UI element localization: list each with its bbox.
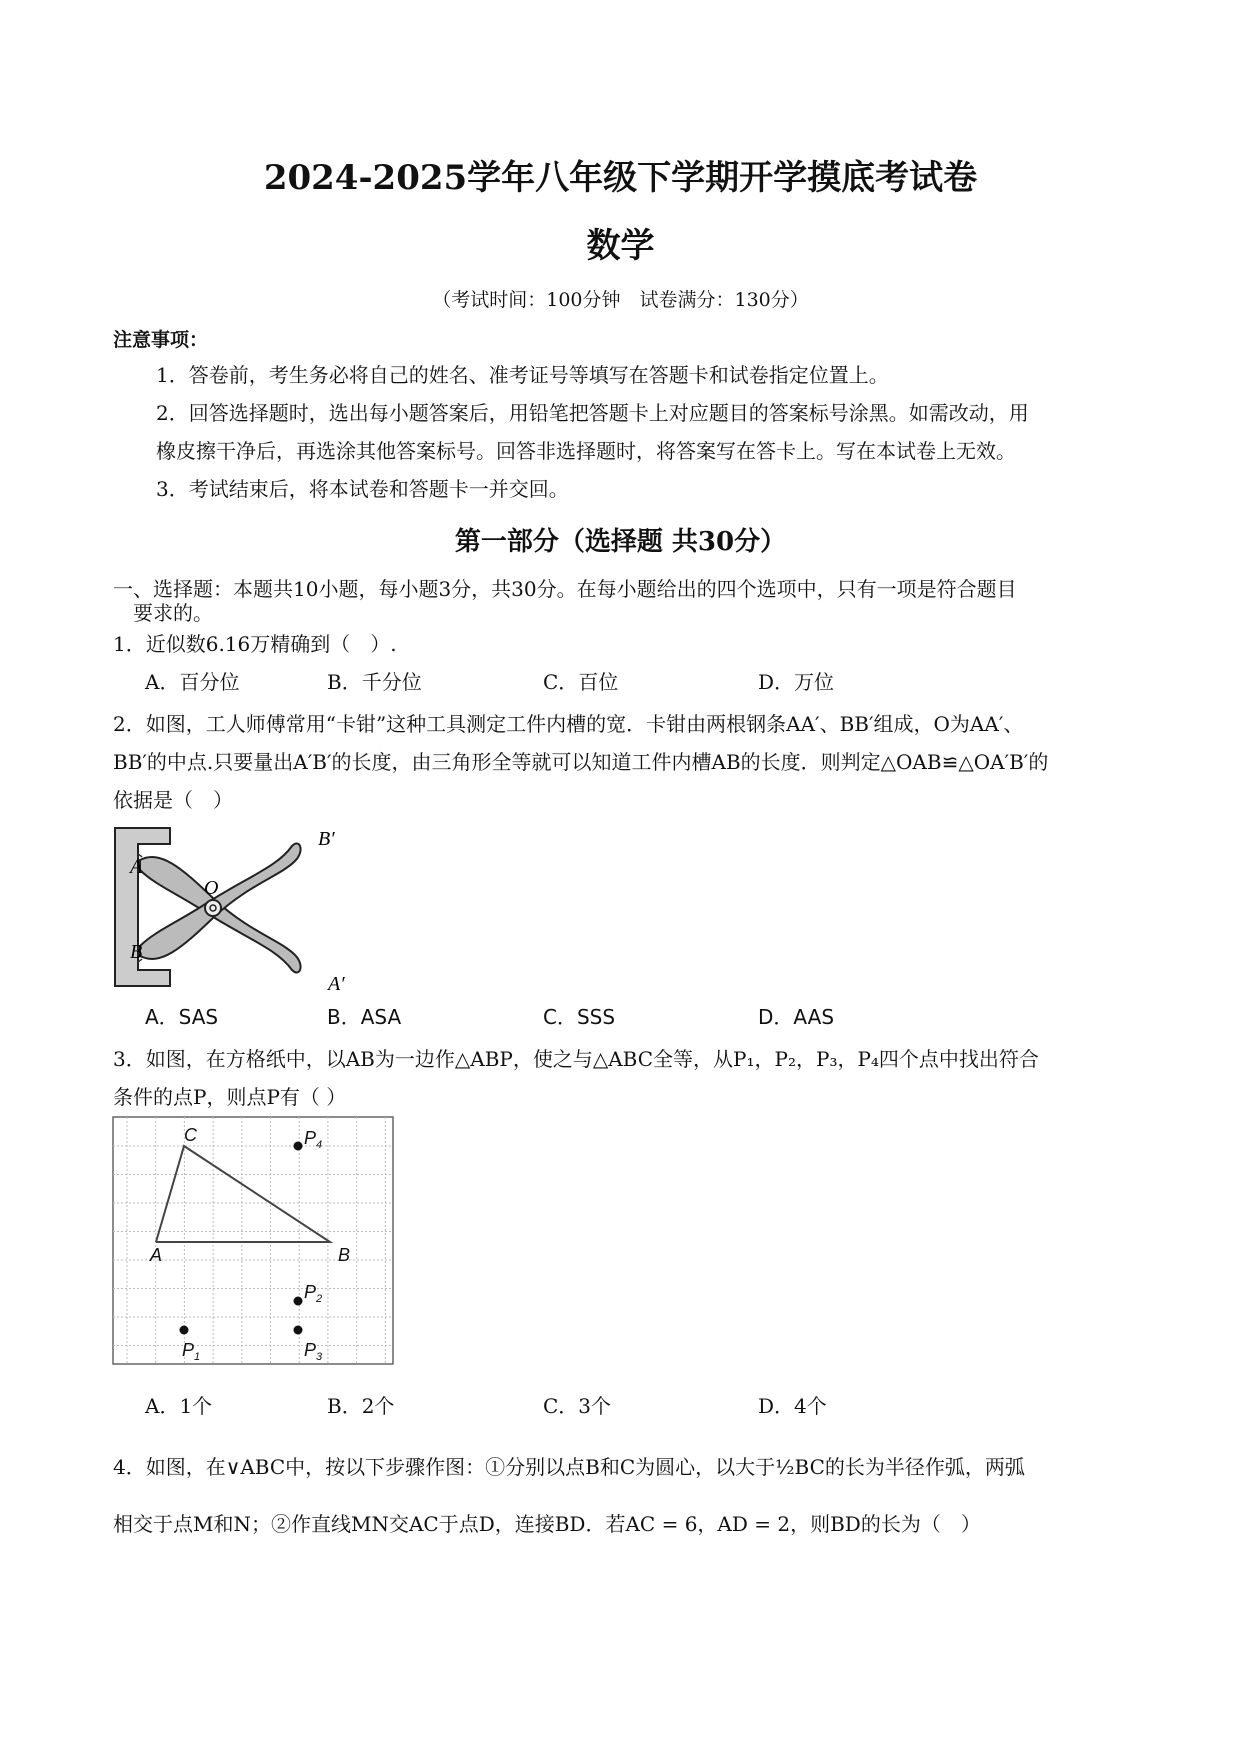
q1-option-c: C．百位 (543, 670, 619, 694)
grid-label-c: C (184, 1125, 197, 1145)
q3-option-d: D．4个 (758, 1394, 827, 1418)
q4-line-1: 4．如图，在∨ABC中，按以下步骤作图：①分别以点B和C为圆心，以大于½BC的长为半径作弧，两弧 (113, 1455, 1025, 1479)
fig-label-a: A (130, 856, 143, 878)
grid-label-p1: P (182, 1340, 195, 1360)
grid-label-b: B (338, 1245, 351, 1265)
q1-option-b: B．千分位 (327, 670, 422, 694)
q1-option-a: A．百分位 (145, 670, 240, 694)
grid-label-p3-sub: 3 (316, 1351, 323, 1363)
q2-option-b: B．ASA (327, 1005, 402, 1029)
notice-item-1: 1．答卷前，考生务必将自己的姓名、准考证号等填写在答题卡和试卷指定位置上。 (156, 363, 889, 387)
notice-item-2-cont: 橡皮擦干净后，再选涂其他答案标号。回答非选择题时，将答案写在答卡上。写在本试卷上无效。 (156, 439, 1016, 463)
q3-line-2: 条件的点P，则点P有（ ） (113, 1085, 347, 1109)
fig-label-o: O (204, 877, 219, 899)
grid-label-p2-sub: 2 (316, 1293, 323, 1305)
notice-item-3: 3．考试结束后，将本试卷和答题卡一并交回。 (156, 477, 569, 501)
grid-label-p2: P (304, 1282, 317, 1302)
notice-heading: 注意事项： (113, 329, 209, 351)
grid-label-p3: P (304, 1340, 317, 1360)
q2-line-1: 2．如图，工人师傅常用“卡钳”这种工具测定工件内槽的宽．卡钳由两根钢条AA′、BB′组成，O为AA′、 (113, 712, 1024, 736)
q4-line-2: 相交于点M和N；②作直线MN交AC于点D，连接BD．若AC = 6，AD = 2，则BD的长为（ ） (113, 1512, 981, 1536)
q3-option-a: A．1个 (145, 1394, 213, 1418)
grid-label-a: A (150, 1245, 163, 1265)
q3-line-1: 3．如图，在方格纸中，以AB为一边作△ABP，使之与△ABC全等，从P₁，P₂，P₃，P₄四个点中找出符合 (113, 1047, 1039, 1071)
grid-label-p1-sub: 1 (194, 1351, 201, 1363)
q2-option-d: D．AAS (758, 1005, 835, 1029)
section-intro: 一、选择题：本题共10小题，每小题3分，共30分。在每小题给出的四个选项中，只有一项是符合题目 (113, 577, 1017, 601)
q2-option-c: C．SSS (543, 1005, 616, 1029)
q2-line-2: BB′的中点.只要量出A′B′的长度，由三角形全等就可以知道工件内槽AB的长度．则判定△OAB≌△OA′B′的 (113, 750, 1049, 774)
q1-stem: 1．近似数6.16万精确到（ ）. (113, 632, 397, 656)
grid-label-p4-sub: 4 (316, 1139, 323, 1151)
exam-meta: （考试时间：100分钟 试卷满分：130分） (432, 289, 809, 311)
q1-option-d: D．万位 (758, 670, 835, 694)
grid-label-p4: P (304, 1128, 317, 1148)
q3-option-c: C．3个 (543, 1394, 612, 1418)
exam-title: 2024-2025学年八年级下学期开学摸底考试卷 (263, 158, 978, 198)
subject-title: 数学 (586, 226, 655, 266)
fig-label-b: B (130, 941, 143, 963)
q2-line-3: 依据是（ ） (113, 788, 233, 812)
q2-option-a: A．SAS (145, 1005, 219, 1029)
fig-label-a-prime: A′ (328, 973, 345, 995)
notice-item-2: 2．回答选择题时，选出每小题答案后，用铅笔把答题卡上对应题目的答案标号涂黑。如需改动，用 (156, 401, 1029, 425)
fig-label-b-prime: B′ (318, 828, 335, 850)
section-intro-cont: 要求的。 (133, 601, 213, 625)
section-title: 第一部分（选择题 共30分） (454, 527, 787, 557)
grid-figure (112, 1116, 394, 1366)
caliper-figure (110, 820, 350, 995)
q3-option-b: B．2个 (327, 1394, 395, 1418)
